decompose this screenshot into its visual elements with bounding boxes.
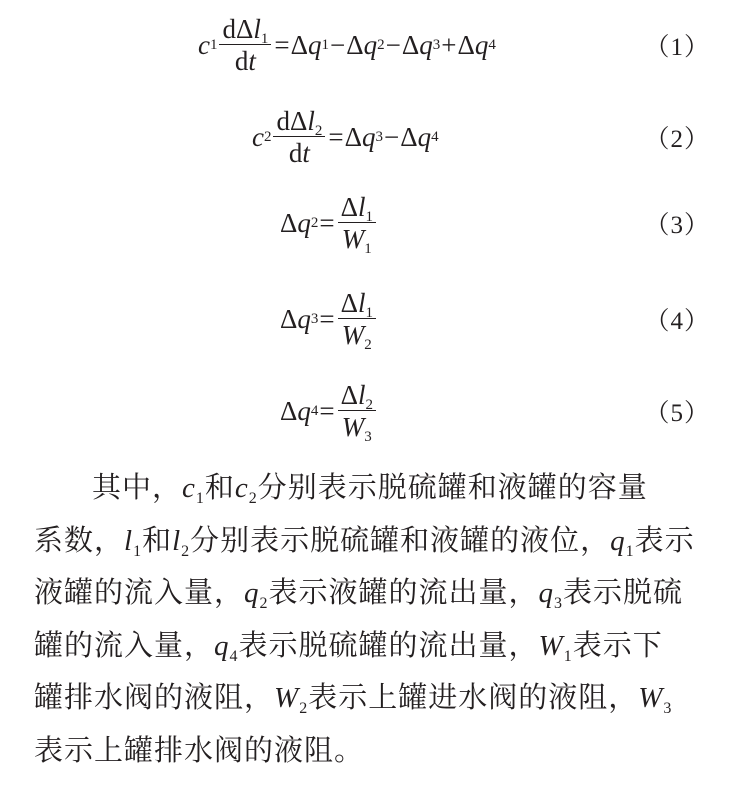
equation-1 xyxy=(0,10,736,80)
fraction: $\frac{\Delta l_1}{W_1}$ xyxy=(338,192,376,255)
equation-number: （5） xyxy=(644,400,710,427)
fraction: $\frac{\Delta l_1}{W_2}$ xyxy=(338,288,376,351)
equation-2 xyxy=(0,102,736,172)
paragraph-line: 其中，$c_1$和$c_2$分别表示脱硫罐和液罐的容量 xyxy=(92,470,648,507)
equation-5 xyxy=(0,376,736,446)
paragraph-line: 表示上罐排水阀的液阻。 xyxy=(34,732,365,767)
equation-number: （1） xyxy=(644,34,710,61)
fraction: $\frac{d\Delta l_1}{dt}$ xyxy=(219,14,271,77)
equation-2-body: c 2 $\frac{d\Delta l_2}{dt}$ = Δ q 3 − Δ q 4 xyxy=(252,105,439,168)
equation-number: （3） xyxy=(644,212,710,239)
equation-5-body: Δ q 4 = $\frac{\Delta l_2}{W_3}$ xyxy=(280,376,378,446)
paragraph-line: 系数，$l_1$和$l_2$分别表示脱硫罐和液罐的液位，$q_1$表示 xyxy=(34,522,695,560)
equation-4 xyxy=(0,284,736,354)
equation-number: （4） xyxy=(644,308,710,335)
paragraph-line: 罐的流入量，$q_4$表示脱硫罐的流出量，$W_1$表示下 xyxy=(34,627,663,665)
equation-number: （2） xyxy=(644,126,710,153)
equation-3-body: Δ q 2 = $\frac{\Delta l_1}{W_1}$ xyxy=(280,188,378,258)
paragraph-line: 罐排水阀的液阻，$W_2$表示上罐进水阀的液阻，$W_3$ xyxy=(34,680,673,717)
equation-3 xyxy=(0,188,736,258)
equation-4-body: Δ q 3 = $\frac{\Delta l_1}{W_2}$ xyxy=(280,284,378,354)
fraction: $\frac{d\Delta l_2}{dt}$ xyxy=(273,106,325,169)
equation-1-body: c 1 $\frac{d\Delta l_1}{dt}$ = Δ q 1 − Δ q 2 − Δ q 3 + Δ q 4 xyxy=(198,13,496,76)
fraction: $\frac{\Delta l_2}{W_3}$ xyxy=(338,380,376,443)
paragraph-line: 液罐的流入量，$q_2$表示液罐的流出量，$q_3$表示脱硫 xyxy=(34,575,684,612)
body-paragraph xyxy=(34,461,714,776)
